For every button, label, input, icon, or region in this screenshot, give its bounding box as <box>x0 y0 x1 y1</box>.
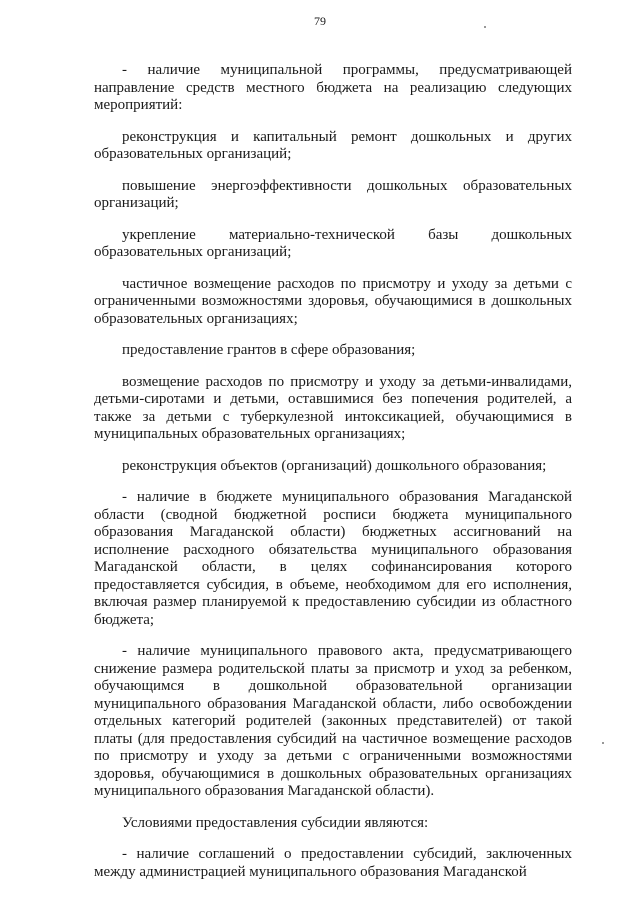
paragraph-reimbursement-disabled-children: возмещение расходов по присмотру и уходу за детьми-инвалидами, детьми-сиротами и детьми, оставшимися без попечения родителей, а также за детьми с туберкулезной интоксикацией, обучающимися в муниципальных образовательных организациях; <box>94 373 572 442</box>
page-number: 79 <box>314 14 326 28</box>
document-body <box>94 62 572 893</box>
paragraph-grants: предоставление грантов в сфере образования; <box>122 342 416 358</box>
paragraph-reconstruction: реконструкция и капитальный ремонт дошкольных и других образовательных организаций; <box>94 128 572 162</box>
paragraph-municipal-program: - наличие муниципальной программы, предусматривающей направление средств местного бюджета на реализацию следующих мероприятий: <box>94 62 572 113</box>
paragraph-budget-allocations: - наличие в бюджете муниципального образования Магаданской области (сводной бюджетной росписи бюджета муниципального образования Магаданской области) бюджетных ассигнований на исполнение расходного обязательства муниципального образования Магаданской области, в целях софинансирования которого предоставляется субсидия, в объеме, необходимом для его исполнения, включая размер планируемой к предоставлению субсидии из областного бюджета; <box>94 489 572 628</box>
paragraph-agreements: - наличие соглашений о предоставлении субсидий, заключенных между администрацией муниципального образования Магаданской <box>94 846 572 880</box>
scan-speck <box>484 26 486 28</box>
paragraph-partial-reimbursement: частичное возмещение расходов по присмотру и уходу за детьми с ограниченными возможностями здоровья, обучающимися в дошкольных образовательных организациях; <box>94 275 572 327</box>
paragraph-material-base: укрепление материально-технической базы дошкольных образовательных организаций; <box>94 226 572 260</box>
scan-speck <box>602 742 604 744</box>
paragraph-energy-efficiency: повышение энергоэффективности дошкольных образовательных организаций; <box>94 177 572 211</box>
paragraph-preschool-reconstruction: реконструкция объектов (организаций) дошкольного образования; <box>122 457 547 474</box>
paragraph-conditions-heading: Условиями предоставления субсидии являются: <box>122 814 429 831</box>
paragraph-legal-act: - наличие муниципального правового акта, предусматривающего снижение размера родительской платы за присмотр и уход за ребенком, обучающимся в дошкольной образовательной организации муниципального образования Магаданской области, либо освобождении отдельных категорий родителей (законных представителей) от такой платы (для предоставления субсидий на частичное возмещение расходов по присмотру и уходу за детьми с ограниченными возможностями здоровья, обучающимися в дошкольных образовательных организациях муниципального образования Магаданской области). <box>94 643 572 799</box>
